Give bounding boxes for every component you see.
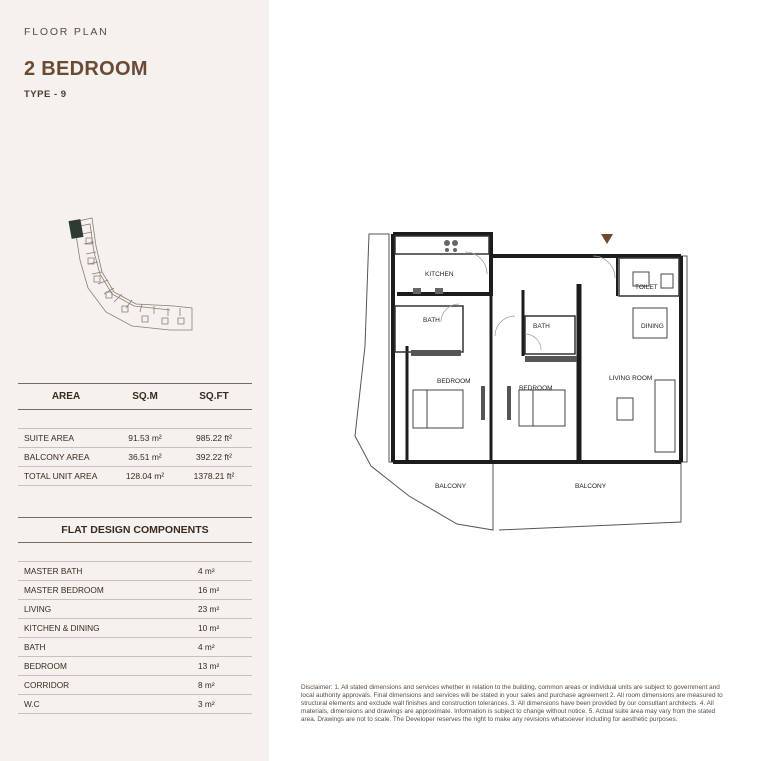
table-row: [18, 695, 252, 714]
table-row: [18, 600, 252, 619]
component-value: 8 m²: [198, 680, 215, 690]
area-label: TOTAL UNIT AREA: [24, 471, 98, 481]
room-label-bedroom-2: BEDROOM: [519, 385, 553, 392]
table-row: [18, 638, 252, 657]
table-row: [18, 657, 252, 676]
component-value: 4 m²: [198, 566, 215, 576]
room-label-balcony-2: BALCONY: [575, 483, 607, 490]
component-label: W.C: [24, 699, 40, 709]
component-value: 16 m²: [198, 585, 220, 595]
component-value: 13 m²: [198, 661, 220, 671]
sqm-value: 36.51 m²: [128, 452, 162, 462]
table-row: [18, 676, 252, 695]
room-label-balcony-1: BALCONY: [435, 483, 467, 490]
table-row: [18, 581, 252, 600]
key-plan-image: [62, 212, 198, 338]
room-label-dining: DINING: [641, 323, 664, 330]
info-panel: [0, 0, 269, 761]
entrance-marker: [601, 234, 613, 244]
area-table: [18, 383, 252, 486]
table-row: [18, 467, 252, 486]
component-label: CORRIDOR: [24, 680, 70, 690]
component-label: BATH: [24, 642, 46, 652]
table-row: [18, 562, 252, 581]
component-label: MASTER BATH: [24, 566, 83, 576]
room-label-kitchen: KITCHEN: [425, 271, 454, 278]
room-label-living: LIVING ROOM: [609, 375, 653, 382]
component-label: LIVING: [24, 604, 52, 614]
sqm-value: 91.53 m²: [128, 433, 162, 443]
sqft-value: 392.22 ft²: [196, 452, 232, 462]
room-label-bedroom-1: BEDROOM: [437, 378, 471, 385]
area-column-header: AREA: [51, 391, 81, 402]
unit-type-label: TYPE - 9: [24, 89, 67, 100]
floor-plan-drawing: [349, 226, 699, 536]
sqft-value: 985.22 ft²: [196, 433, 232, 443]
component-value: 3 m²: [198, 699, 215, 709]
sqft-column-header: SQ.FT: [199, 391, 229, 402]
sqm-value: 128.04 m²: [125, 471, 165, 481]
disclaimer-text: Disclaimer: 1. All stated dimensions and services whether in relation to the building, common areas or individual units are subject to government and local authority approvals. Final dimensions and services will be stated in your sales and purchase agreement 2. All room dimensions are measured to structural elements and exclude wall finishes and construction tolerances. 3. All dimensions have been provided by our consultant architects. 4. All materials, dimensions and drawings are approximate. Information is subject to change without notice. 5. Actual suite area may vary from the stated area. Drawings are not to scale. The Developer reserves the right to make any revisions whatsoever including for aesthetic purposes.: [301, 684, 723, 723]
balcony-outline: [355, 234, 493, 530]
component-label: KITCHEN & DINING: [24, 623, 100, 633]
component-label: MASTER BEDROOM: [24, 585, 104, 595]
area-table-header: [18, 384, 252, 409]
room-label-bath-1: BATH: [423, 317, 440, 324]
area-label: BALCONY AREA: [24, 452, 90, 462]
unit-walls: [393, 234, 491, 294]
sqm-column-header: SQ.M: [132, 391, 158, 402]
table-row: [18, 448, 252, 467]
table-row: [18, 619, 252, 638]
plan-panel: [269, 0, 767, 761]
room-label-bath-2: BATH: [533, 323, 550, 330]
eyebrow-label: FLOOR PLAN: [24, 26, 109, 38]
component-label: BEDROOM: [24, 661, 67, 671]
component-value: 10 m²: [198, 623, 220, 633]
components-table: [18, 517, 252, 714]
room-label-toilet: TOILET: [635, 284, 658, 291]
sqft-value: 1378.21 ft²: [193, 471, 235, 481]
table-row: [18, 429, 252, 448]
component-value: 4 m²: [198, 642, 215, 652]
page-title: 2 BEDROOM: [24, 58, 148, 80]
area-label: SUITE AREA: [24, 433, 75, 443]
components-table-title: FLAT DESIGN COMPONENTS: [18, 517, 252, 543]
component-value: 23 m²: [198, 604, 220, 614]
